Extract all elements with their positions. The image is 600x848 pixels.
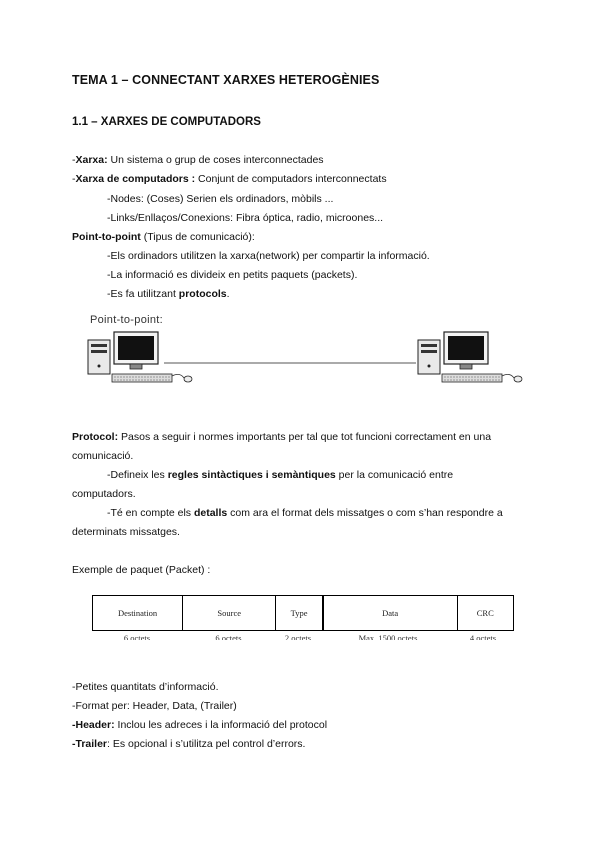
packet-size-source: 6 octets [215,633,242,640]
protocol-bullet-2-pre: -Té en compte els [107,507,194,519]
def-xarxa-computadors: -Xarxa de computadors : Conjunt de computadors interconnectats [72,173,387,185]
note-header-text: Inclou les adreces i la informació del protocol [114,719,328,731]
protocol-bullet-1-bold: regles sintàctiques i semàntiques [167,469,336,481]
packet-field-type: Type [276,596,324,630]
packet-intro: Exemple de paquet (Packet) : [72,564,211,576]
packet-field-crc: CRC [476,608,494,618]
point-to-point-text: (Tipus de comunicació): [140,231,255,243]
protocol-bullet-1-cont: computadors. [72,488,136,500]
packet-size-crc: 4 octets [469,633,497,640]
def-xarxa-computadors-label: Xarxa de computadors : [75,173,196,185]
left-computer-icon [88,332,192,382]
protocol-text-2: comunicació. [72,450,134,462]
point-to-point-diagram [84,328,534,390]
note-2: -Format per: Header, Data, (Trailer) [72,700,237,712]
packet-size-type: 2 octets [284,633,312,640]
point-to-point-def [72,231,255,244]
figure-title: Point-to-point: [90,314,163,326]
protocol-bullet-1-pre: -Defineix les [107,469,168,481]
protocol-bullet-1-post: per la comunicació entre [335,469,454,481]
def-xarxa-label: Xarxa: [75,154,108,166]
def-xarxa-text: Un sistema o grup de coses interconnectades [107,154,324,166]
right-computer-icon [418,332,522,382]
p2p-bullet-2: -La informació es divideix en petits paquets (packets). [107,269,358,281]
packet-diagram [92,595,514,631]
note-trailer-label: -Trailer [72,738,108,750]
point-to-point-label: Point-to-point [72,231,141,243]
p2p-bullet-3-bold: protocols [178,288,227,300]
p2p-bullet-3 [107,288,230,301]
note-header [72,719,327,732]
protocol-bullet-2-post: com ara el format dels missatges o com s’han respondre a [227,507,503,519]
packet-size-data: Max. 1500 octets [358,633,418,640]
protocol-label: Protocol: [72,431,119,443]
note-trailer-text: : Es opcional i s’utilitza pel control d’errors. [107,738,306,750]
bullet-nodes: -Nodes: (Coses) Serien els ordinadors, mòbils ... [107,193,334,205]
p2p-bullet-1: -Els ordinadors utilitzen la xarxa(network) per compartir la informació. [107,250,430,262]
protocol-bullet-2-cont: determinats missatges. [72,526,180,538]
def-xarxa: -Xarxa: Un sistema o grup de coses interconnectades [72,154,324,166]
note-trailer [72,738,305,751]
section-heading: 1.1 – XARXES DE COMPUTADORS [72,116,261,128]
note-1: -Petites quantitats d’informació. [72,681,219,693]
p2p-bullet-3-pre: -Es fa utilitzant [107,288,179,300]
packet-field-data: Data [324,596,458,630]
bullet-links: -Links/Enllaços/Conexions: Fibra óptica, radio, microones... [107,212,384,224]
protocol-bullet-2 [107,507,503,520]
packet-field-source: Source [183,596,276,630]
page-title: TEMA 1 – CONNECTANT XARXES HETEROGÈNIES [72,73,380,87]
def-xarxa-computadors-text: Conjunt de computadors interconnectats [195,173,387,185]
p2p-bullet-3-post: . [226,288,230,300]
protocol-bullet-1 [107,469,453,482]
protocol-bullet-2-bold: detalls [193,507,228,519]
packet-field-destination: Destination [93,596,183,630]
protocol-def [72,431,491,444]
packet-sizes [92,630,512,640]
note-header-label: -Header: [72,719,115,731]
packet-size-destination: 6 octets [123,633,151,640]
protocol-text-1: Pasos a seguir i normes importants per tal que tot funcioni correctament en una [118,431,492,443]
